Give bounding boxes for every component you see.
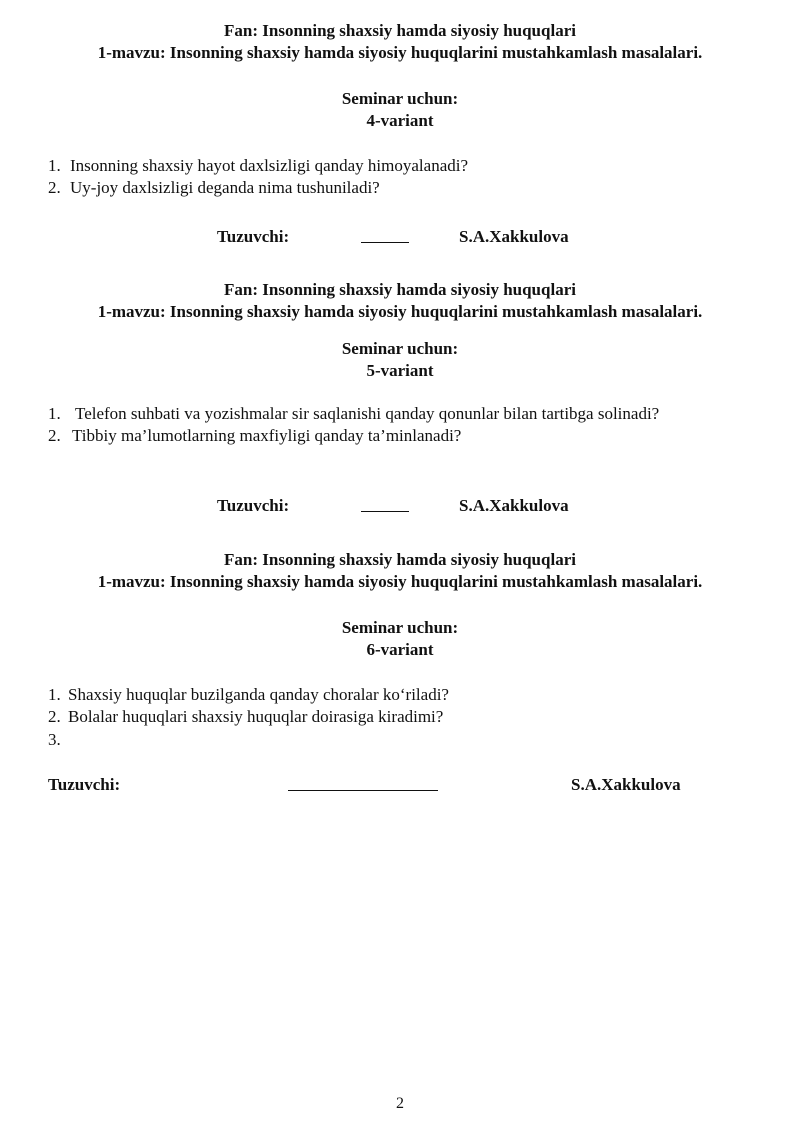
page-number: 2 [396, 1095, 404, 1112]
seminar-heading: Seminar uchun: [341, 618, 459, 637]
topic-title: 1-mavzu: Insonning shaxsiy hamda siyosiy huquqlarini mustahkamlash masalalari. [97, 302, 703, 321]
question-item [48, 729, 68, 751]
question-item [48, 706, 443, 728]
compiler-name: S.A.Xakkulova [459, 496, 569, 515]
seminar-heading: Seminar uchun: [341, 339, 459, 358]
question-text: Shaxsiy huquqlar buzilganda qanday choralar ko‘riladi? [68, 685, 449, 704]
question-number: 2. [48, 707, 61, 726]
topic-title: 1-mavzu: Insonning shaxsiy hamda siyosiy huquqlarini mustahkamlash masalalari. [97, 572, 703, 591]
compiler-label: Tuzuvchi: [217, 496, 290, 515]
question-number: 2. [48, 178, 61, 197]
compiler-label: Tuzuvchi: [48, 775, 121, 794]
topic-title: 1-mavzu: Insonning shaxsiy hamda siyosiy huquqlarini mustahkamlash masalalari. [97, 43, 703, 62]
signature-blank [361, 226, 409, 249]
question-text: Uy-joy daxlsizligi deganda nima tushuniladi? [70, 178, 380, 197]
subject-title: Fan: Insonning shaxsiy hamda siyosiy huquqlari [224, 550, 576, 569]
signature-blank [288, 774, 438, 797]
variant-label: 6-variant [366, 640, 434, 659]
seminar-heading: Seminar uchun: [341, 89, 459, 108]
question-item [48, 403, 659, 425]
question-item [48, 425, 461, 447]
variant-label: 5-variant [366, 361, 434, 380]
subject-title: Fan: Insonning shaxsiy hamda siyosiy huquqlari [224, 280, 576, 299]
question-number: 1. [48, 685, 61, 704]
subject-title: Fan: Insonning shaxsiy hamda siyosiy huquqlari [224, 21, 576, 40]
signature-blank [361, 495, 409, 518]
question-number: 2. [48, 426, 61, 445]
question-item [48, 155, 468, 177]
compiler-name: S.A.Xakkulova [571, 775, 681, 794]
question-number: 3. [48, 730, 61, 749]
compiler-label: Tuzuvchi: [217, 227, 290, 246]
compiler-name: S.A.Xakkulova [459, 227, 569, 246]
variant-label: 4-variant [366, 111, 434, 130]
question-text: Telefon suhbati va yozishmalar sir saqlanishi qanday qonunlar bilan tartibga solinadi? [75, 404, 660, 423]
question-text: Bolalar huquqlari shaxsiy huquqlar doirasiga kiradimi? [68, 707, 444, 726]
question-text: Tibbiy ma’lumotlarning maxfiyligi qanday ta’minlanadi? [72, 426, 462, 445]
question-item [48, 684, 449, 706]
question-item [48, 177, 380, 199]
question-number: 1. [48, 404, 61, 423]
question-number: 1. [48, 156, 61, 175]
question-text: Insonning shaxsiy hayot daxlsizligi qanday himoyalanadi? [70, 156, 469, 175]
